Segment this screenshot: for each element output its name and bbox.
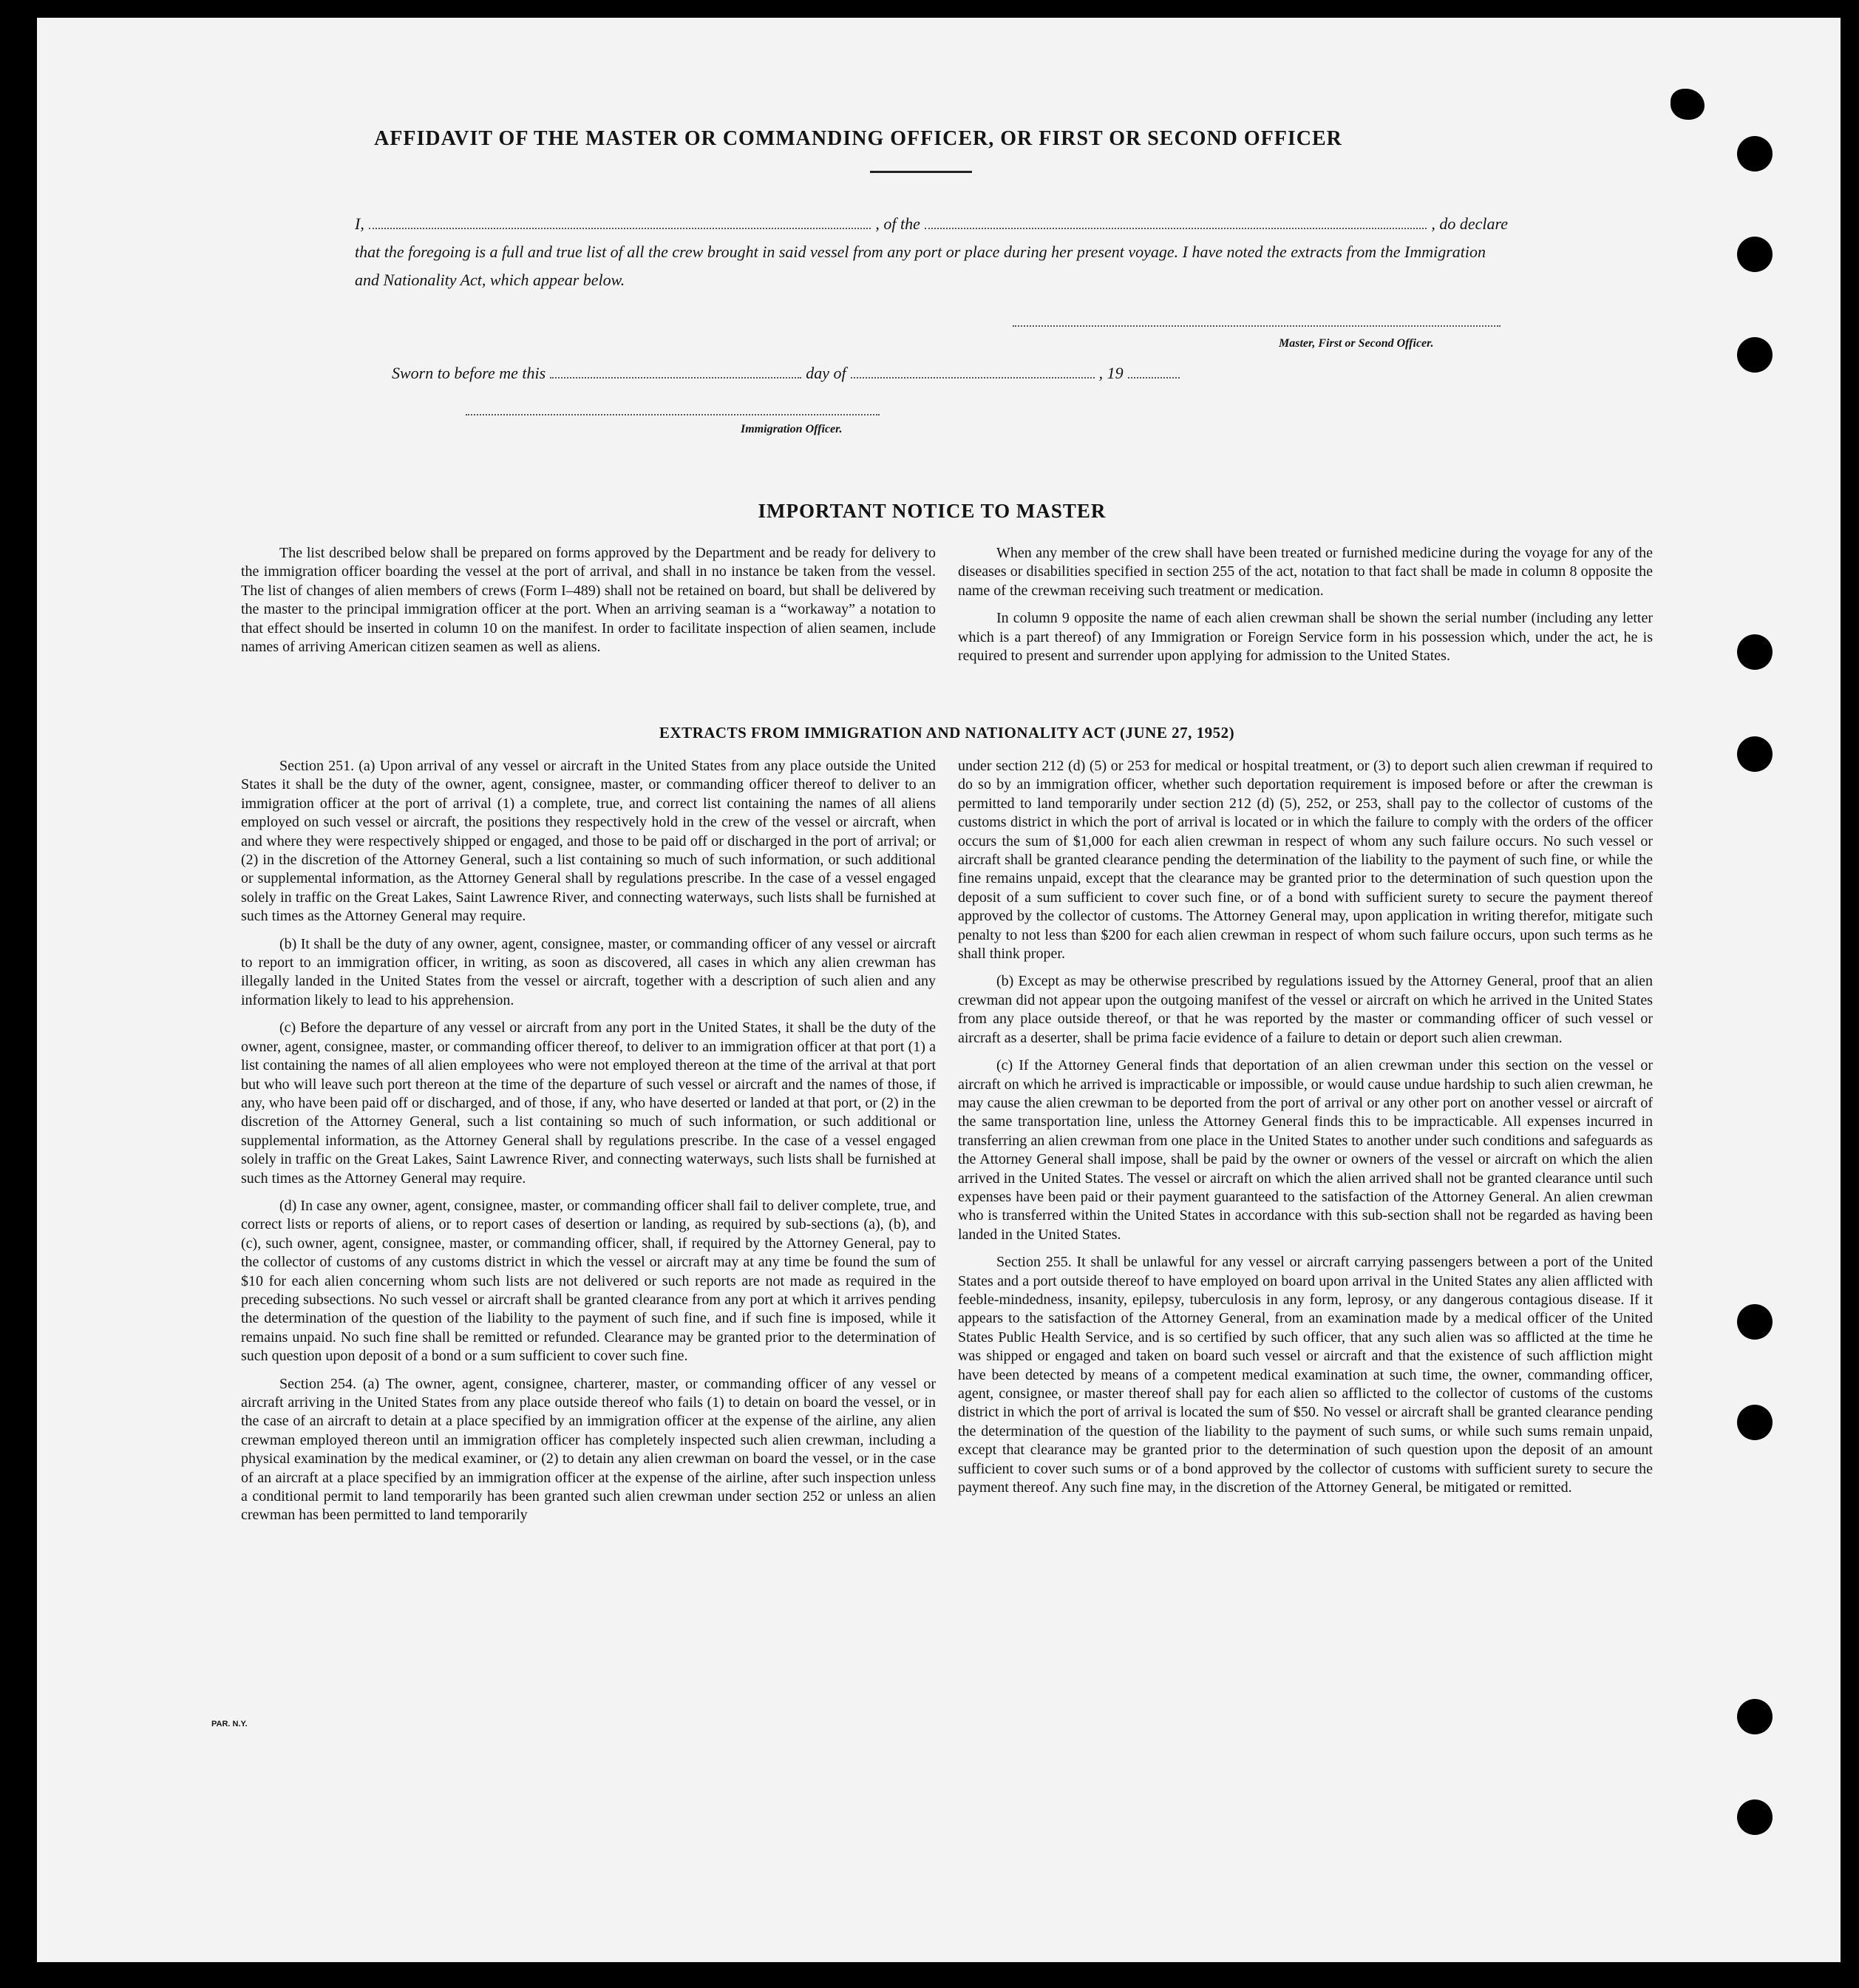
master-signature-line[interactable]	[1013, 325, 1501, 327]
extract-paragraph: (d) In case any owner, agent, consignee, master, or commanding officer shall fail to deliver complete, true, and correct lists or reports of aliens, or to report cases of desertion or landing, as required by sub-sections (a), (b), and (c), such owner, agent, consignee, master, or commanding officer, shall, if required by the Attorney General, pay to the collector of customs of any customs district in which the vessel or aircraft may at any time be found the sum of $10 for each alien concerning whom such lists are not delivered or such reports are not made as required in the preceding subsections. No such vessel or aircraft shall be granted clearance from any port at which it arrives pending the determination of the question of the liability to the payment of such fine, and if such fine is imposed, while it remains unpaid. No such fine shall be remitted or refunded. Clearance may be granted prior to the determination of such question upon deposit of a bond or a sum sufficient to cover such fine.	[241, 1197, 936, 1365]
declarant-name-field[interactable]	[369, 213, 871, 229]
punch-hole	[1737, 136, 1773, 172]
do-declare-label: , do declare	[1431, 214, 1509, 233]
extract-paragraph: Section 254. (a) The owner, agent, consignee, charterer, master, or commanding officer of any vessel or aircraft arriving in the United States from any place outside thereof who fails (1) to detain on board the vessel, or in the case of an aircraft to detain at a place specified by an immigration officer at the expense of the airline, any alien crewman employed thereon until an immigration officer has completely inspected such alien crewman, including a physical examination by the medical examiner, or (2) to detain any alien crewman on board the vessel, or in the case of an aircraft at a place specified by an immigration officer at the expense of the airline, after such inspection unless a conditional permit to land temporarily has been granted such alien crewman under section 252 or unless an alien crewman has been permitted to land temporarily	[241, 1375, 936, 1524]
sworn-month-field[interactable]	[851, 362, 1095, 379]
extract-paragraph: (c) Before the departure of any vessel or aircraft from any port in the United States, it shall be the duty of the owner, agent, consignee, master, or commanding officer thereof, to deliver to an immigration officer at that port (1) a list containing the names of all alien employees who were not employed thereon at the time of the arrival at that port but who will leave such port thereon at the time of the departure of such vessel or aircraft and the names of those, if any, who have been paid off or discharged, and of those, if any, who have deserted or landed at that port, or (2) in the discretion of the Attorney General, such a list containing so much of such information, or such additional or supplemental information, as the Attorney General shall by regulations prescribe. In the case of a vessel engaged solely in traffic on the Great Lakes, Saint Lawrence River, and connecting waterways, such lists shall be furnished at such times as the Attorney General may require.	[241, 1020, 936, 1187]
year-label: , 19	[1098, 364, 1124, 382]
vessel-name-field[interactable]	[925, 213, 1427, 229]
declaration-line	[355, 210, 1508, 238]
i-label: I,	[355, 214, 364, 233]
extract-paragraph: (b) It shall be the duty of any owner, agent, consignee, master, or commanding officer of any vessel or aircraft to report to an immigration officer, in writing, as soon as discovered, all cases in which any alien crewman has illegally landed in the United States from the vessel or aircraft, together with a description of such alien and any information likely to lead to his apprehension.	[241, 935, 936, 1008]
declaration-block	[355, 210, 1508, 294]
notice-title: IMPORTANT NOTICE TO MASTER	[758, 500, 1107, 522]
of-the-label: , of the	[875, 214, 920, 233]
punch-notch	[1671, 89, 1705, 120]
punch-hole	[1737, 1699, 1773, 1734]
notice-paragraph: When any member of the crew shall have been treated or furnished medicine during the voyage for any of the diseases or disabilities specified in section 255 of the act, notation to that fact shall be made in column 8 opposite the name of the crewman receiving such treatment or medication.	[958, 545, 1653, 599]
notice-paragraph: The list described below shall be prepared on forms approved by the Department and be ready for delivery to the immigration officer boarding the vessel at the port of arrival, and shall in no instance be taken from the vessel. The list of changes of alien members of crews (Form I–489) shall not be retained on board, but shall be delivered by the master to the principal immigration officer at the port. When an arriving seaman is a “workaway” a notation to that effect should be inserted in column 10 on the manifest. In order to facilitate inspection of alien seamen, include names of arriving American citizen seamen as well as aliens.	[241, 545, 936, 656]
sworn-line	[392, 362, 1264, 383]
sworn-year-field[interactable]	[1128, 362, 1180, 379]
day-of-label: day of	[806, 364, 846, 382]
extract-paragraph: under section 212 (d) (5) or 253 for medical or hospital treatment, or (3) to deport such alien crewman if required to do so by an immigration officer, whether such deportation requirement is imposed before or after the crewman is permitted to land temporarily under section 212 (d) (5), 252, or 253, shall pay to the collector of customs of the customs district in which the port of arrival is located or in which the failure to comply with the orders of the officer occurs the sum of $1,000 for each alien crewman in respect of whom any such failure occurs. No such vessel or aircraft shall be granted clearance pending the determination of the liability to the payment of such fine, or while the fine remains unpaid, except that the clearance may be granted prior to the determination of such question upon the deposit of a sum sufficient to cover such fine, or of a bond with sufficient surety to secure the payment thereof approved by the collector of customs. The Attorney General may, upon application in writing therefor, mitigate such penalty to not less than $200 for each alien crewman in respect of whom such failure occurs, upon such terms as he shall think proper.	[958, 758, 1653, 963]
notice-left-column	[241, 544, 936, 665]
officer-signature-label: Immigration Officer.	[741, 423, 843, 435]
extract-paragraph: (c) If the Attorney General finds that deportation of an alien crewman under this section on the vessel or aircraft on which he arrived is impracticable or impossible, or would cause undue hardship to such alien crewman, he may cause the alien crewman to be deported from the port of arrival or any other port on another vessel or aircraft of the same transportation line, unless the Attorney General finds this to be impracticable. All expenses incurred in transferring an alien crewman from one place in the United States to another under such conditions and safeguards as the Attorney General shall impose, shall be paid by the owner or owners of the vessel or aircraft on which the alien arrived in the United States. The vessel or aircraft on which the alien arrived shall not be granted clearance until such expenses have been paid or their payment guaranteed to the satisfaction of the Attorney General. An alien crewman who is transferred within the United States in accordance with this sub-section shall not be regarded as having been landed in the United States.	[958, 1057, 1653, 1243]
notice-paragraph: In column 9 opposite the name of each alien crewman shall be shown the serial number (including any letter which is a part thereof) of any Immigration or Foreign Service form in his possession which, under the act, he is required to present and surrender upon applying for admission to the United States.	[958, 610, 1653, 665]
extract-paragraph: Section 255. It shall be unlawful for any vessel or aircraft carrying passengers between a port of the United States and a port outside thereof to have employed on board upon arrival in the United States any alien afflicted with feeble-mindedness, insanity, epilepsy, tuberculosis in any form, leprosy, or any dangerous contagious disease. If it appears to the satisfaction of the Attorney General, from an examination made by a medical officer of the United States Public Health Service, and is so certified by such officer, that any such alien was so afflicted at the time he was shipped or engaged and taken on board such vessel or aircraft and that the existence of such affliction might have been detected by means of a competent medical examination at such time, the owner, commanding officer, agent, consignee, or master thereof shall pay for each alien so afflicted to the collector of customs of the customs district in which the port of arrival is located the sum of $50. No vessel or aircraft shall be granted clearance pending the determination of the question of the liability to the payment of such sums, or while such sums remain unpaid, except that clearance may be granted prior to the determination of such question upon the deposit of an amount sufficient to cover such sums or of a bond approved by the collector of customs with sufficient surety to secure the payment thereof. Any such fine may, in the discretion of the Attorney General, be mitigated or remitted.	[958, 1254, 1653, 1496]
punch-hole	[1737, 1405, 1773, 1440]
declaration-text: that the foregoing is a full and true list of all the crew brought in said vessel from any port or place during her present voyage. I have noted the extracts from the Immigration and Nationality Act, which appear below.	[355, 242, 1486, 289]
printer-mark: PAR. N.Y.	[211, 1720, 248, 1729]
title-rule	[870, 171, 972, 173]
extracts-left-column	[241, 757, 936, 1534]
officer-signature-line[interactable]	[466, 414, 880, 415]
affidavit-title: AFFIDAVIT OF THE MASTER OR COMMANDING OFFICER, OR FIRST OR SECOND OFFICER	[374, 127, 1342, 150]
extract-paragraph: (b) Except as may be otherwise prescribed by regulations issued by the Attorney General, proof that an alien crewman did not appear upon the outgoing manifest of the vessel or aircraft on which he arrived in the United States from any place outside thereof, or that he was reported by the master or commanding officer of such vessel or aircraft as a deserter, shall be prima facie evidence of a failure to detain or deport such alien crewman.	[958, 973, 1653, 1046]
sworn-label: Sworn to before me this	[392, 364, 546, 382]
extract-paragraph: Section 251. (a) Upon arrival of any vessel or aircraft in the United States from any place outside the United States it shall be the duty of the owner, agent, consignee, master, or commanding officer thereof to deliver to an immigration officer at the port of arrival (1) a complete, true, and correct list containing the names of all aliens employed on such vessel or aircraft, the positions they respectively hold in the crew of the vessel or aircraft, when and where they were respectively shipped or engaged, and those to be paid off or discharged in the port of arrival; or (2) in the discretion of the Attorney General, such a list containing so much of such information, or such additional or supplemental information, as the Attorney General shall by regulations prescribe. In the case of a vessel engaged solely in traffic on the Great Lakes, Saint Lawrence River, and connecting waterways, such lists shall be furnished at such times as the Attorney General may require.	[241, 758, 936, 925]
punch-hole	[1737, 1304, 1773, 1340]
punch-hole	[1737, 337, 1773, 373]
punch-hole	[1737, 736, 1773, 772]
punch-hole	[1737, 237, 1773, 272]
punch-hole	[1737, 1799, 1773, 1835]
extracts-right-column	[958, 757, 1653, 1506]
document-page	[37, 18, 1841, 1962]
sworn-day-field[interactable]	[550, 362, 801, 379]
extracts-title: EXTRACTS FROM IMMIGRATION AND NATIONALITY ACT (JUNE 27, 1952)	[659, 724, 1235, 742]
master-signature-label: Master, First or Second Officer.	[1279, 337, 1434, 350]
punch-hole	[1737, 634, 1773, 670]
notice-right-column	[958, 544, 1653, 674]
